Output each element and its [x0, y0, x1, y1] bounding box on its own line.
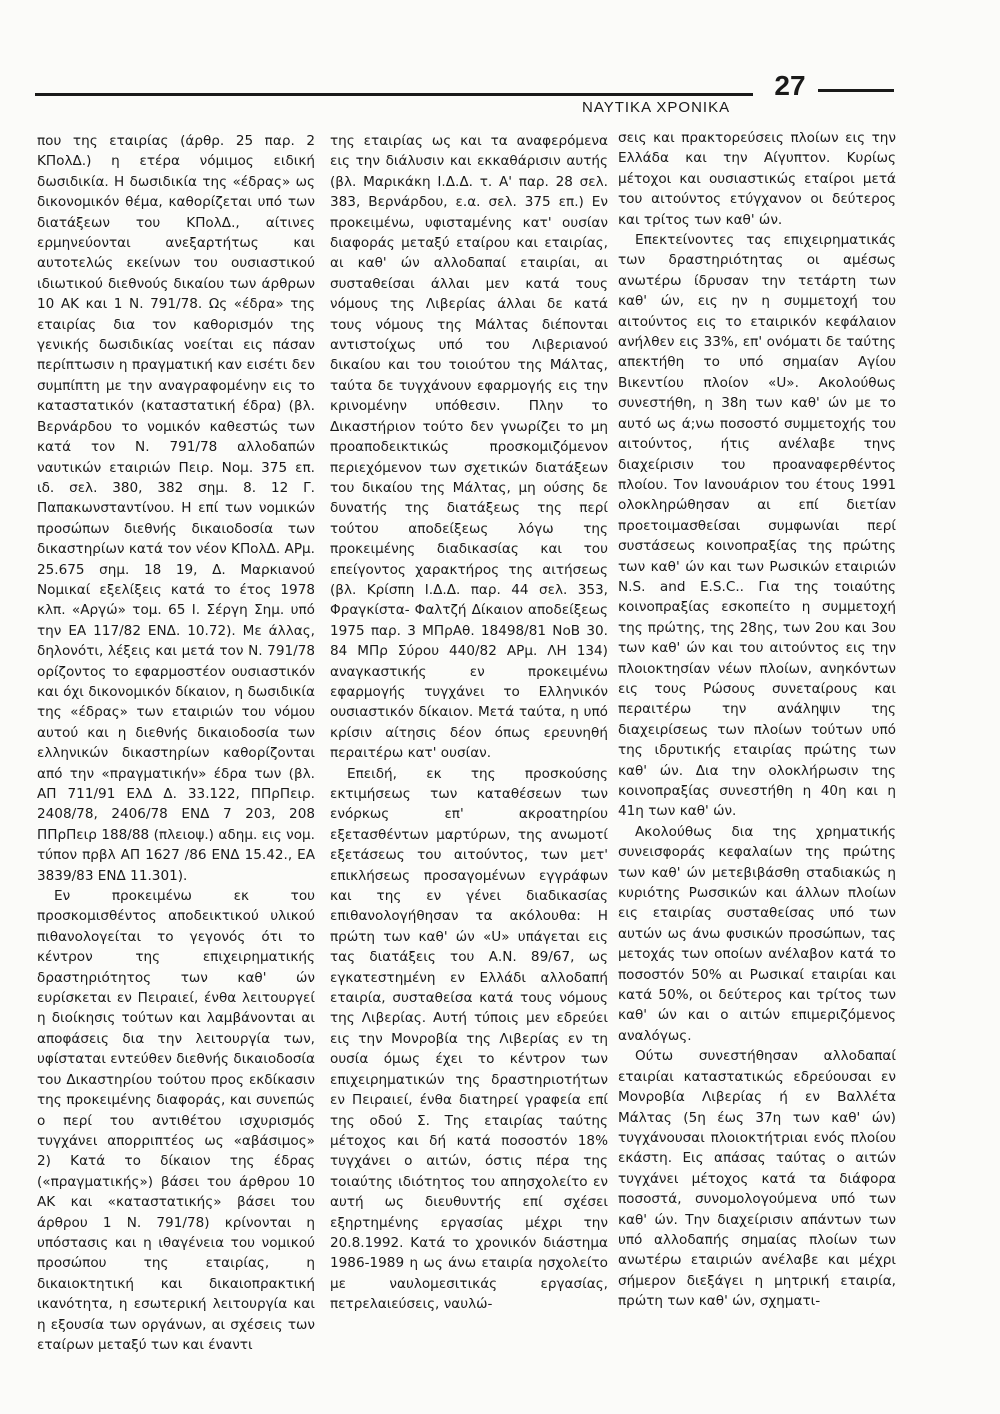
- paragraph: Εν προκειμένω εκ του προσκομισθέντος αποδεικτικού υλικού πιθανολογείται το γεγονός ότι το κέντρον της επιχειρηματικής δραστηριότητος των καθ' ών ευρίσκεται εν Πειραιεί, ένθα λειτουργεί η διοίκησις τούτων και λαμβάνονται αι αποφάσεις δια την λειτουργία των, υφίσταται εντεύθεν διεθνής δικαιοδοσία του Δικαστηρίου τούτου προς εκδίκασιν της προκειμένης διαφοράς, και συνεπώς ο περί του αντιθέτου ισχυρισμός τυγχάνει απορριπτέος ως «αβάσιμος» 2) Κατά το δίκαιον της έδρας («πραγματικής») βάσει του άρθρου 10 ΑΚ και «καταστατικής» βάσει του άρθρου 1 Ν. 791/78) κρίνονται η υπόστασις και η ιθαγένεια του νομικού προσώπου της εταιρίας, η δικαιοκτητική και δικαιοπρακτική ικανότητα, η εσωτερική λειτουργία και η εξουσία των οργάνων, αι σχέσεις των εταίρων μεταξύ των και έναντι: [37, 888, 315, 1353]
- paragraph: της εταιρίας ως και τα αναφερόμενα εις την διάλυσιν και εκκαθάρισιν αυτής (βλ. Μαρικάκη Ι.Δ.Δ. τ. Α' παρ. 28 σελ. 383, Βερνάρδου, ε.α. σελ. 375 επ.) Εν προκειμένω, υφισταμένης κατ' ουσίαν διαφοράς μεταξύ εταίρου και εταιρίας, αι καθ' ών αλλοδαπαί εταιρίαι, αι συσταθείσαι άλλαι μεν κατά τους νόμους της Λιβερίας άλλαι δε κατά τους νόμους της Μάλτας διέπονται αντιστοίχως υπό του Λιβεριανού δικαίου και του τοιούτου της Μάλτας, ταύτα δε τυγχάνουν εφαρμογής εις την κρινομένην υπόθεσιν. Πλην το Δικαστήριον τούτο δεν γνωρίζει το μη προαποδεικτικώς προσκομιζόμενον περιεχόμενον των σχετικών διατάξεων του δικαίου της Μάλτας, μη ούσης δε δυνατής της διατάξεως της περί τούτου αποδείξεως λόγω της προκειμένης διαδικασίας και του επείγοντος χαρακτήρος της αιτήσεως (βλ. Κρίσπη Ι.Δ.Δ. παρ. 44 σελ. 353, Φραγκίστα- Φαλτζή Δίκαιον αποδείξεως 1975 παρ. 3 ΜΠρΑθ. 18498/81 ΝοΒ 30. 84 ΜΠρ Σύρου 440/82 ΑΡμ. ΛΗ 134) αναγκαστικής εν προκειμένω εφαρμογής τυγχάνει το Ελληνικόν ουσιαστικόν δίκαιον. Μετά ταύτα, η υπό κρίσιν αίτησις δέον όπως ερευνηθή περαιτέρω κατ' ουσίαν.: [330, 133, 608, 762]
- page-number: 27: [774, 70, 806, 101]
- text-column-2: [330, 131, 608, 1315]
- header-rule-right: [818, 89, 894, 92]
- running-title: ΝΑΥΤΙΚΑ ΧΡΟΝΙΚΑ: [582, 99, 731, 116]
- paragraph: Ούτω συνεστήθησαν αλλοδαπαί εταιρίαι καταστατικώς εδρεύουσαι εν Μονροβία Λιβερίας ή εν Βαλλέτα Μάλτας (5η έως 37η των καθ' ών) τυγχάνουσαι πλοιοκτήτριαι ενός πλοίου εκάστη. Εις απάσας ταύτας ο αιτών τυγχάνει μέτοχος κατά τα διάφορα ποσοστά, συνομολογούμενα υπό των καθ' ών. Την διαχείρισιν απάντων των υπό αλλοδαπής σημαίας πλοίων των ανωτέρω εταιριών ανέλαβε και μέχρι σήμερον διεξάγει η μητρική εταιρία, πρώτη των καθ' ών, σχηματι-: [618, 1048, 896, 1310]
- text-column-3: [618, 128, 896, 1312]
- paragraph: σεις και πρακτορεύσεις πλοίων εις την Ελλάδα και την Αίγυπτον. Κυρίως μέτοχοι και ουσιαστικώς εταίροι μετά του αιτούντος ετύγχανον οι δεύτερος και τρίτος των καθ' ών.: [618, 130, 896, 228]
- paragraph: που της εταιρίας (άρθρ. 25 παρ. 2 ΚΠολΔ.) η ετέρα νόμιμος ειδική δωσιδικία. Η δωσιδικία της «έδρας» ως δικονομικόν θέμα, καθορίζεται υπό των διατάξεων του ΚΠολΔ., αίτινες ερμηνεύονται ανεξαρτήτως και αυτοτελώς εκείνων του ουσιαστικού ιδιωτικού διεθνούς δικαίου των άρθρων 10 ΑΚ και 1 Ν. 791/78. Ως «έδρα» της εταιρίας δια τον καθορισμόν της γενικής δωσιδικίας νοείται εις πάσαν περίπτωσιν η πραγματική καν εισέτι δεν συμπίπτη με την αναγραφομένην εις το καταστατικόν (καταστατική έδρα) (βλ. Βερνάρδου το νομικόν καθεστώς των κατά τον Ν. 791/78 αλλοδαπών ναυτικών εταιριών Πειρ. Νομ. 375 επ. ιδ. σελ. 380, 382 σημ. 8. 12 Γ. Παπακωνσταντίνου. Η επί των νομικών προσώπων διεθνής δικαιοδοσία των δικαστηρίων κατά τον νέον ΚΠολΔ. ΑΡμ. 25.675 σημ. 18 19, Δ. Μαρκιανού Νομικαί εξελίξεις κατά το έτος 1978 κλπ. «Αργώ» τομ. 65 Ι. Σέργη Σημ. υπό την ΕΑ 117/82 ΕΝΔ. 10.72). Με άλλας, δηλονότι, λέξεις και μετά τον Ν. 791/78 ορίζοντος το εφαρμοστέον ουσιαστικόν και όχι δικονομικόν δίκαιον, η δωσιδικία της «έδρας» των εταιριών του νόμου αυτού και η διεθνής δικαιοδοσία των ελληνικών δικαστηρίων καθορίζονται από την «πραγματικήν» έδρα των (βλ. ΑΠ 711/91 ΕλΔ Δ. 33.122, ΠΠρΠειρ. 2408/78, 2406/78 ΕΝΔ 7 203, 208 ΠΠρΠειρ 188/88 (πλειοψ.) αδημ. εις νομ. τύπον πρβλ ΑΠ 1627 /86 ΕΝΔ 15.42., ΕΑ 3839/83 ΕΝΔ 11.301).: [37, 133, 315, 884]
- paragraph: Επεκτείνοντες τας επιχειρηματικάς των δραστηριότητας οι αμέσως ανωτέρω ίδρυσαν την τετάρτη των καθ' ών, εις ην η συμμετοχή του αιτούντος εις το εταιρικόν κεφάλαιον ανήλθεν εις 33%, επ' ονόματι δε ταύτης απεκτήθη το υπό σημαίαν Αγίου Βικεντίου πλοίον «U». Ακολούθως συνεστήθη, η 38η των καθ' ών με το αυτό ως ά;νω ποσοστό συμμετοχής του αιτούντος, ήτις ανέλαβε τηνς διαχείρισιν του προαναφερθέντος πλοίου. Τον Ιανουάριον του έτους 1991 ολοκληρώθησαν αι επί διετίαν προετοιμασθείσαι συμφωνίαι περί συστάσεως κοινοπραξίας της πρώτης των καθ' ών και των Ρωσικών εταιριών N.S. and E.S.C.. Για της τοιαύτης κοινοπραξίας εσκοπείτο η συμμετοχή της πρώτης, της 28ης, των 2ου και 3ου των καθ' ών και του αιτούντος εις την πλοιοκτησίαν νέων πλοίων, ανηκόντων εις τους Ρώσους συνεταίρους και περαιτέρω την ανάληψιν της διαχειρίσεως των πλοίων τούτων υπό της ιδρυτικής εταιρίας πρώτης των καθ' ών. Δια την ολοκλήρωσιν της κοινοπραξίας συνεστήθη η 40η και η 41η των καθ' ών.: [618, 232, 896, 820]
- header-rule-left: [35, 93, 753, 96]
- paragraph: Ακολούθως δια της χρηματικής συνεισφοράς κεφαλαίων της πρώτης των καθ' ών μετεβιβάσθη σταδιακώς η κυριότης Ρωσσικών και άλλων πλοίων εις εταιρίας συσταθείσας υπό των αυτών ως άνω φυσικών προσώπων, τας μετοχάς των οποίων ανέλαβον κατά το ποσοστόν 50% αι Ρωσικαί εταιρίαι και κατά 50%, οι δεύτερος και τρίτος των καθ' ών και ο αιτών επιμεριζόμενος αναλόγως.: [618, 823, 896, 1044]
- text-column-1: [37, 131, 315, 1355]
- paragraph: Επειδή, εκ της προσκούσης εκτιμήσεως των καταθέσεων των ενόρκως επ' ακροατηρίου εξετασθέντων μαρτύρων, της ανωμοτί εξετάσεως του αιτούντος, των μετ' επικλήσεως προσαγομένων εγγράφων και της εν γένει διαδικασίας επιθανολογήθησαν τα ακόλουθα: Η πρώτη των καθ' ών «U» υπάγεται εις τας διατάξεις του Α.Ν. 89/67, ως εγκατεστημένη εν Ελλάδι αλλοδαπή εταιρία, συσταθείσα κατά τους νόμους της Λιβερίας. Αυτή τύποις μεν εδρεύει εις την Μονροβία της Λιβερίας εν τη ουσία όμως έχει το κέντρον των επιχειρηματικών της δραστηριοτήτων εν Πειραιεί, ένθα διατηρεί γραφεία επί της οδού Σ. Της εταιρίας ταύτης μέτοχος και δή κατά ποσοστόν 18% τυγχάνει ο αιτών, όστις πέρα της τοιαύτης ιδιότητος του απησχολείτο εν αυτή ως διευθυντής επί σχέσει εξηρτημένης εργασίας μέχρι την 20.8.1992. Κατά το χρονικόν διάστημα 1986-1989 η ως άνω εταιρία ησχολείτο με ναυλομεσιτικάς εργασίας, πετρελαιεύσεις, ναυλώ-: [330, 765, 608, 1313]
